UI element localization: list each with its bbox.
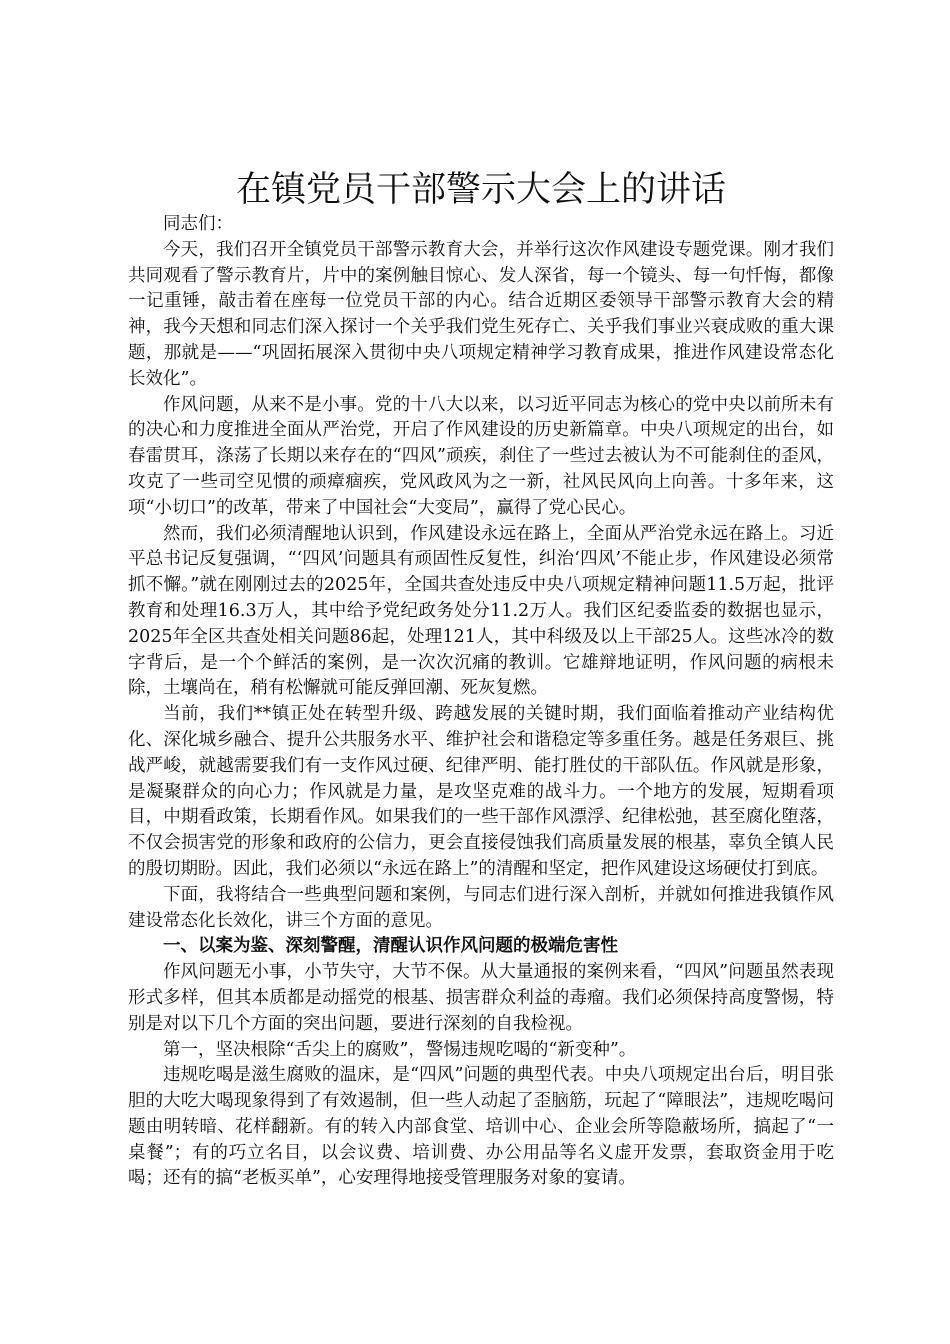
document-title: 在镇党员干部警示大会上的讲话 [235, 170, 726, 210]
paragraph: 下面，我将结合一些典型问题和案例，与同志们进行深入剖析，并就如何推进我镇作风建设常态化长效化，讲三个方面的意见。 [128, 884, 834, 931]
paragraph: 违规吃喝是滋生腐败的温床，是“四风”问题的典型代表。中央八项规定出台后，明目张胆的大吃大喝现象得到了有效遏制，但一些人动起了歪脑筋，玩起了“障眼法”，违规吃喝问题由明转暗、花样翻新。有的转入内部食堂、培训中心、企业会所等隐蔽场所，搞起了“一桌餐”；有的巧立名目，以会议费、培训费、办公用品等名义虚开发票，套取资金用于吃喝；还有的搞“老板买单”，心安理得地接受管理服务对象的宴请。 [128, 1065, 834, 1189]
paragraph: 当前，我们**镇正处在转型升级、跨越发展的关键时期，我们面临着推动产业结构优化、深化城乡融合、提升公共服务水平、维护社会和谐稳定等多重任务。越是任务艰巨、挑战严峻，就越需要我们有一支作风过硬、纪律严明、能打胜仗的干部队伍。作风就是形象，是凝聚群众的向心力；作风就是力量，是攻坚克难的战斗力。一个地方的发展，短期看项目，中期看政策，长期看作风。如果我们的一些干部作风漂浮、纪律松弛，甚至腐化堕落，不仅会损害党的形象和政府的公信力，更会直接侵蚀我们高质量发展的根基，辜负全镇人民的殷切期盼。因此，我们必须以“永远在路上”的清醒和坚定，把作风建设这场硬仗打到底。 [128, 704, 834, 879]
salutation: 同志们： [163, 214, 233, 234]
paragraph: 作风问题，从来不是小事。党的十八大以来，以习近平同志为核心的党中央以前所未有的决心和力度推进全面从严治党，开启了作风建设的历史新篇章。中央八项规定的出台，如春雷贯耳，涤荡了长期以来存在的“四风”顽疾，刹住了一些过去被认为不可能刹住的歪风，攻克了一些司空见惯的顽瘴痼疾，党风政风为之一新，社风民风向上向善。十多年来，这项“小切口”的改革，带来了中国社会“大变局”，赢得了党心民心。 [128, 394, 834, 518]
paragraph: 第一，坚决根除“舌尖上的腐败”，警惕违规吃喝的“新变种”。 [163, 1039, 637, 1060]
paragraph: 今天，我们召开全镇党员干部警示教育大会，并举行这次作风建设专题党课。刚才我们共同观看了警示教育片，片中的案例触目惊心、发人深省，每一个镜头、每一句忏悔，都像一记重锤，敲击着在座每一位党员干部的内心。结合近期区委领导干部警示教育大会的精神，我今天想和同志们深入探讨一个关乎我们党生死存亡、关乎我们事业兴衰成败的重大课题，那就是——“巩固拓展深入贯彻中央八项规定精神学习教育成果，推进作风建设常态化长效化”。 [128, 239, 834, 389]
paragraph: 然而，我们必须清醒地认识到，作风建设永远在路上，全面从严治党永远在路上。习近平总书记反复强调，“‘四风’问题具有顽固性反复性，纠治‘四风’不能止步，作风建设必须常抓不懈。”就在刚刚过去的2025年，全国共查处违反中央八项规定精神问题11.5万起，批评教育和处理16.3万人，其中给予党纪政务处分11.2万人。我们区纪委监委的数据也显示，2025年全区共查处相关问题86起，处理121人，其中科级及以上干部25人。这些冰冷的数字背后，是一个个鲜活的案例，是一次次沉痛的教训。它雄辩地证明，作风问题的病根未除，土壤尚在，稍有松懈就可能反弹回潮、死灰复燃。 [128, 523, 834, 699]
paragraph: 作风问题无小事，小节失守，大节不保。从大量通报的案例来看，“四风”问题虽然表现形式多样，但其本质都是动摇党的根基、损害群众利益的毒瘤。我们必须保持高度警惕，特别是对以下几个方面的突出问题，要进行深刻的自我检视。 [128, 962, 834, 1034]
document-body [128, 212, 834, 1192]
section-heading: 一、以案为鉴、深刻警醒，清醒认识作风问题的极端危害性 [163, 936, 618, 957]
document-page [128, 168, 834, 1192]
